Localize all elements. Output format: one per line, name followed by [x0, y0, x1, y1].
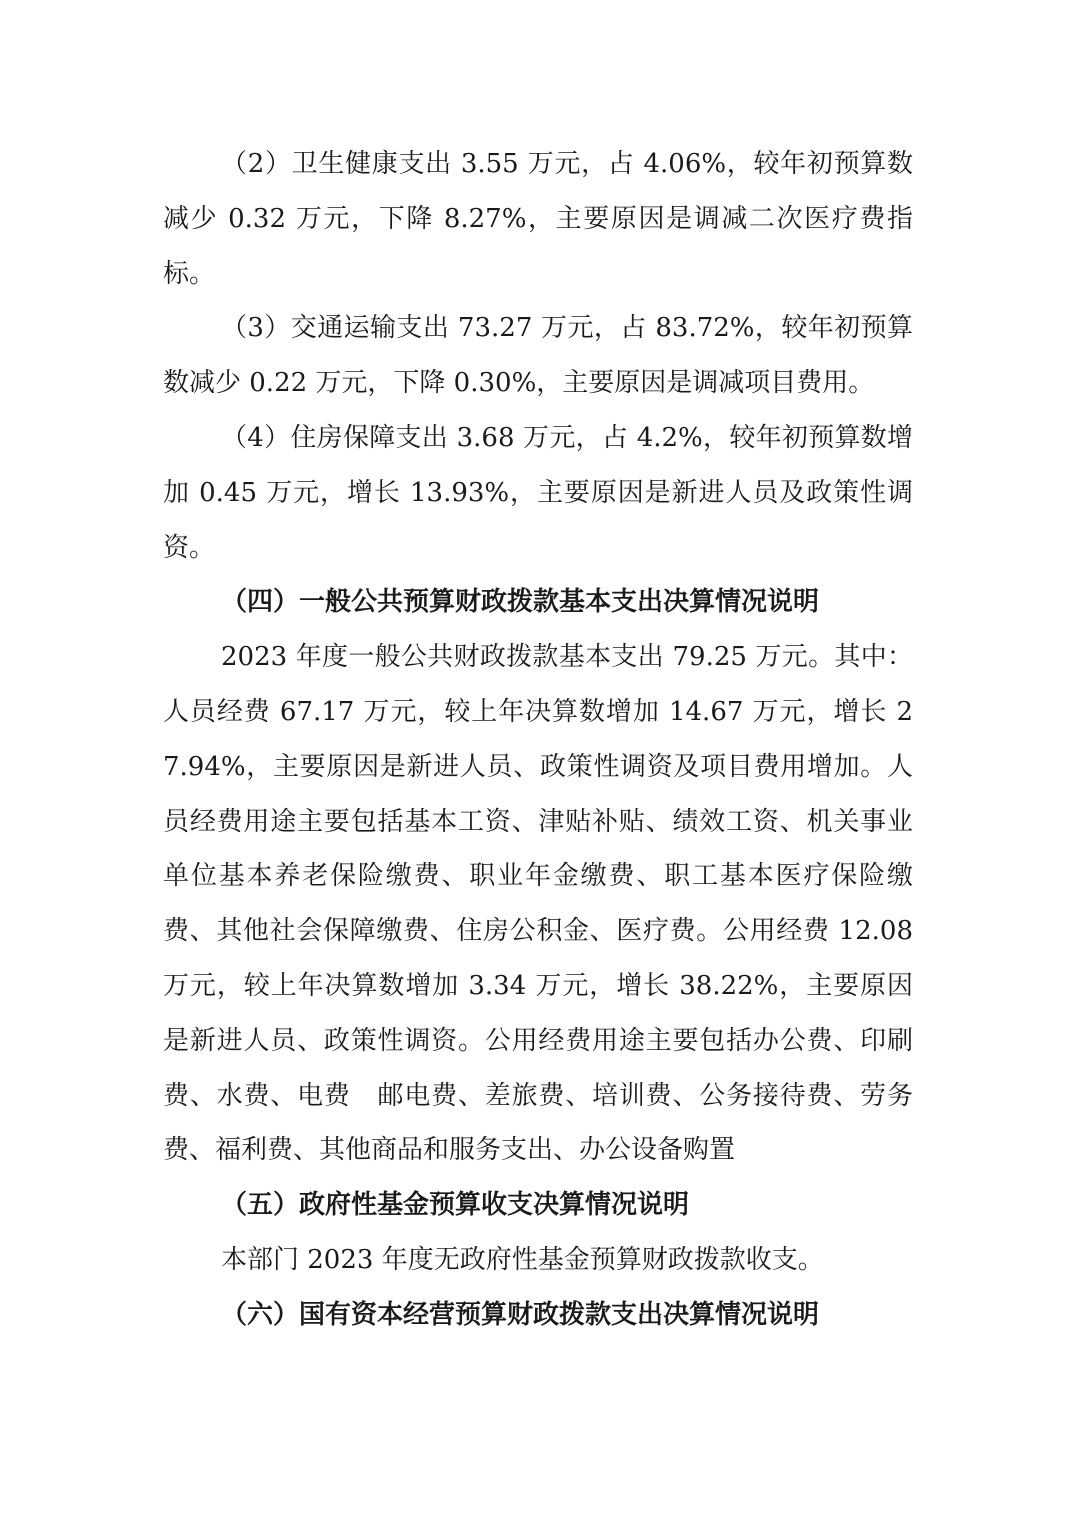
- paragraph-government-fund: 本部门 2023 年度无政府性基金预算财政拨款收支。: [221, 1244, 824, 1275]
- section-heading-state-capital: （六）国有资本经营预算财政拨款支出决算情况说明: [221, 1299, 820, 1330]
- document-body: [163, 137, 913, 1343]
- paragraph-basic-expenditure: 2023 年度一般公共财政拨款基本支出 79.25 万元。其中：人员经费 67.17 万元，较上年决算数增加 14.67 万元，增长 27.94%，主要原因是新进人员、政策性调资及项目费用增加。人员经费用途主要包括基本工资、津贴补贴、绩效工资、机关事业单位基本养老保险缴费、职业年金缴费、职工基本医疗保险缴费、其他社会保障缴费、住房公积金、医疗费。公用经费 12.08 万元，较上年决算数增加 3.34 万元，增长 38.22%，主要原因是新进人员、政策性调资。公用经费用途主要包括办公费、印刷费、水费、电费 邮电费、差旅费、培训费、公务接待费、劳务费、福利费、其他商品和服务支出、办公设备购置: [163, 642, 913, 1166]
- paragraph-health-expenditure: （2）卫生健康支出 3.55 万元，占 4.06%，较年初预算数减少 0.32 万元，下降 8.27%，主要原因是调减二次医疗费指标。: [163, 149, 913, 289]
- section-heading-government-fund: （五）政府性基金预算收支决算情况说明: [221, 1190, 690, 1221]
- paragraph-housing-expenditure: （4）住房保障支出 3.68 万元，占 4.2%，较年初预算数增加 0.45 万元，增长 13.93%，主要原因是新进人员及政策性调资。: [163, 422, 913, 563]
- section-heading-basic-expenditure: （四）一般公共预算财政拨款基本支出决算情况说明: [221, 587, 820, 618]
- paragraph-transport-expenditure: （3）交通运输支出 73.27 万元，占 83.72%，较年初预算数减少 0.22 万元，下降 0.30%，主要原因是调减项目费用。: [163, 313, 913, 399]
